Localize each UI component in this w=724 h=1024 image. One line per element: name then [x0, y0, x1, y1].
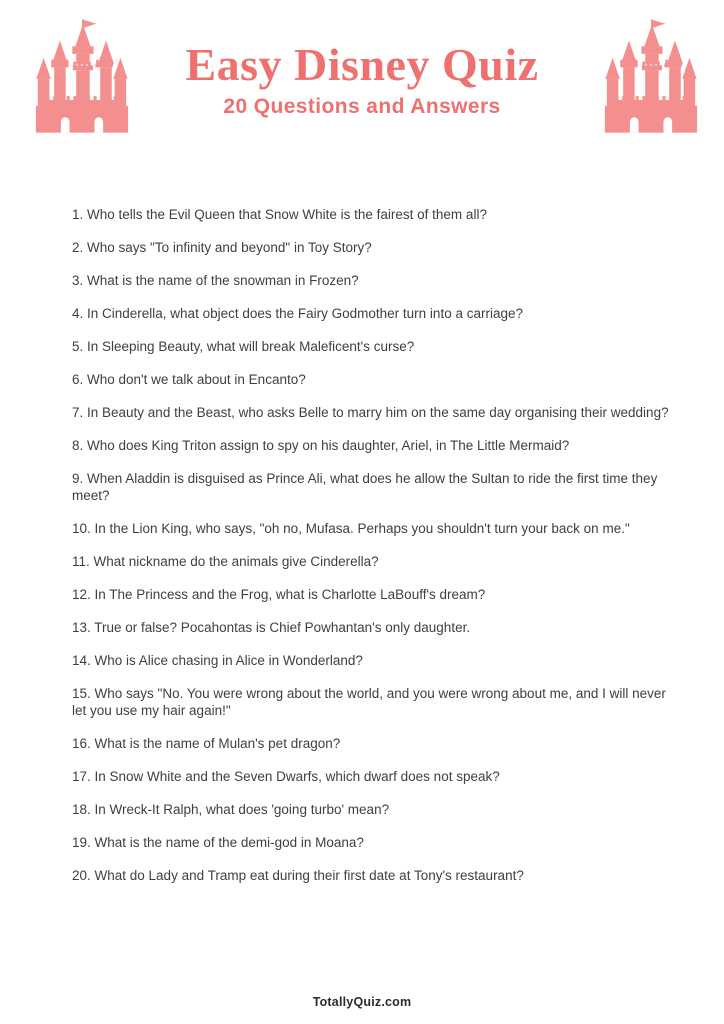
question-item: 16. What is the name of Mulan's pet dragon? — [72, 736, 341, 751]
question-item: 6. Who don't we talk about in Encanto? — [72, 372, 306, 387]
question-item: 12. In The Princess and the Frog, what is Charlotte LaBouff's dream? — [72, 587, 486, 602]
castle-icon — [34, 17, 130, 135]
question-item: 2. Who says "To infinity and beyond" in Toy Story? — [72, 240, 372, 255]
question-item: 13. True or false? Pocahontas is Chief Powhantan's only daughter. — [72, 620, 471, 635]
page-subtitle: 20 Questions and Answers — [223, 94, 501, 118]
question-item: 8. Who does King Triton assign to spy on his daughter, Ariel, in The Little Mermaid? — [72, 438, 570, 453]
question-item: 4. In Cinderella, what object does the Fairy Godmother turn into a carriage? — [72, 306, 523, 321]
footer — [0, 993, 724, 1011]
question-item: 19. What is the name of the demi-god in Moana? — [72, 835, 364, 850]
question-item: 7. In Beauty and the Beast, who asks Belle to marry him on the same day organising their wedding? — [72, 405, 669, 420]
question-item: 9. When Aladdin is disguised as Prince Ali, what does he allow the Sultan to ride the first time they meet? — [72, 471, 658, 503]
question-item: 5. In Sleeping Beauty, what will break Maleficent's curse? — [72, 339, 415, 354]
question-item: 11. What nickname do the animals give Cinderella? — [72, 554, 379, 569]
question-item: 20. What do Lady and Tramp eat during their first date at Tony's restaurant? — [72, 868, 524, 883]
question-item: 15. Who says "No. You were wrong about the world, and you were wrong about me, and I will never let you use my hair again!" — [72, 686, 666, 718]
header — [0, 0, 724, 200]
question-item: 1. Who tells the Evil Queen that Snow White is the fairest of them all? — [72, 207, 487, 222]
question-item: 17. In Snow White and the Seven Dwarfs, which dwarf does not speak? — [72, 769, 500, 784]
question-list — [72, 200, 672, 900]
question-item: 10. In the Lion King, who says, "oh no, Mufasa. Perhaps you shouldn't turn your back on me." — [72, 521, 630, 536]
question-item: 14. Who is Alice chasing in Alice in Wonderland? — [72, 653, 363, 668]
page-title: Easy Disney Quiz — [185, 39, 539, 90]
castle-icon — [603, 17, 699, 135]
question-item: 18. In Wreck-It Ralph, what does 'going turbo' mean? — [72, 802, 390, 817]
question-item: 3. What is the name of the snowman in Frozen? — [72, 273, 359, 288]
site-name: TotallyQuiz.com — [312, 995, 412, 1009]
